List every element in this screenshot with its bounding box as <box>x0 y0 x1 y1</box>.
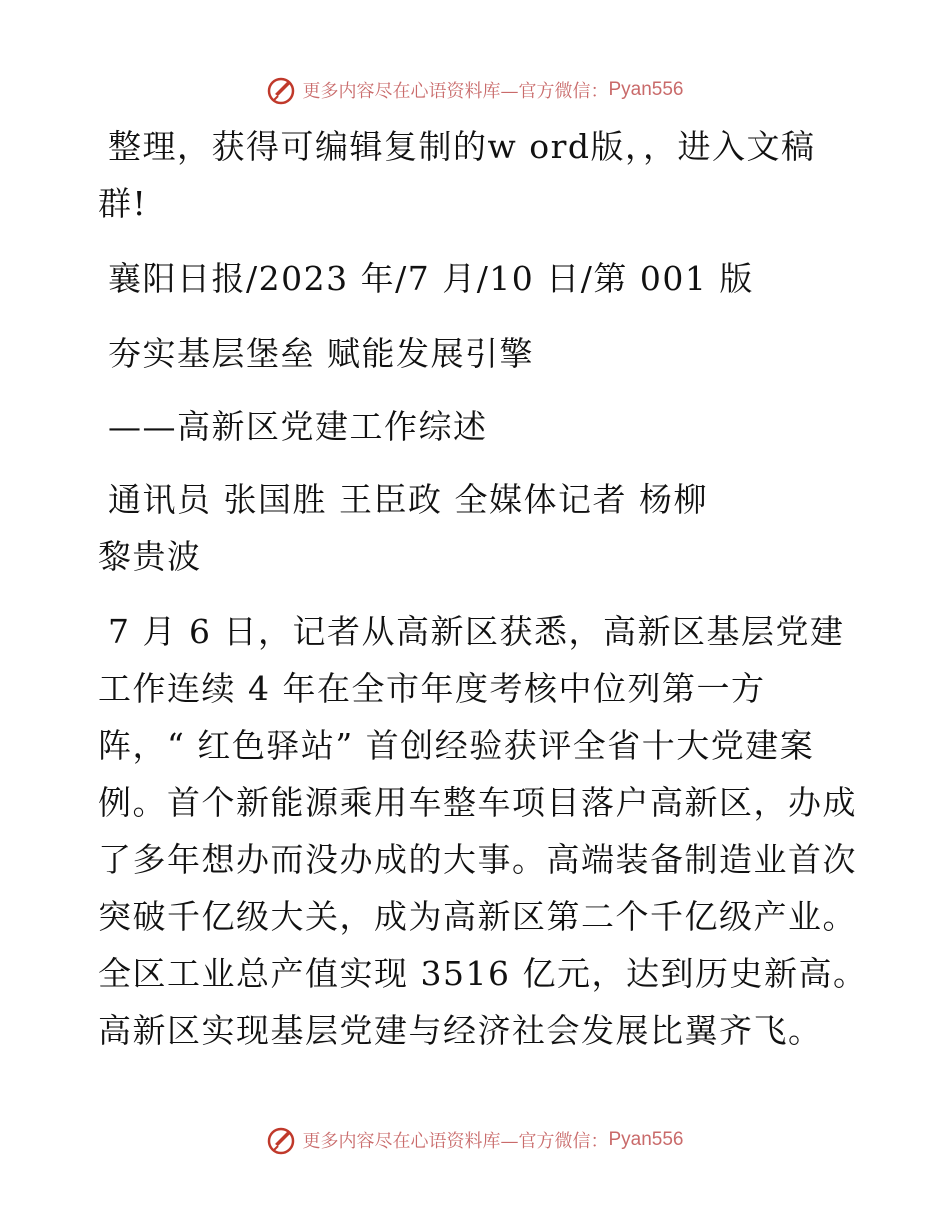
body-line-5: 了多年想办而没办成的大事。高端装备制造业首次 <box>98 840 857 879</box>
body-line-8: 高新区实现基层党建与经济社会发展比翼齐飞。 <box>98 1011 823 1050</box>
article-title: 夯实基层堡垒 赋能发展引擎 <box>108 334 534 373</box>
byline-line-2: 黎贵波 <box>98 537 202 576</box>
intro-line-2: 群! <box>98 184 148 223</box>
watermark-text: 更多内容尽在心语资料库—官方微信： <box>302 1131 609 1152</box>
byline-line-1: 通讯员 张国胜 王臣政 全媒体记者 杨柳 <box>108 480 708 519</box>
body-line-2: 工作连续 4 年在全市年度考核中位列第一方 <box>98 669 766 708</box>
quill-logo-icon <box>266 1124 298 1156</box>
document-body <box>98 118 868 1059</box>
intro-line-1: 整理，获得可编辑复制的w ord版，，进入文稿 <box>108 127 816 166</box>
footer-watermark-banner <box>0 1120 950 1160</box>
body-line-3: 阵，“ 红色驿站” 首创经验获评全省十大党建案 <box>98 726 815 765</box>
header-watermark-banner <box>0 70 950 110</box>
body-line-6: 突破千亿级大关，成为高新区第二个千亿级产业。 <box>98 897 857 936</box>
watermark-wechat-id: Pyan556 <box>608 79 684 100</box>
body-line-1: 7 月 6 日，记者从高新区获悉，高新区基层党建 <box>108 612 845 651</box>
body-line-4: 例。首个新能源乘用车整车项目落户高新区，办成 <box>98 783 857 822</box>
source-line: 襄阳日报/2023 年/7 月/10 日/第 001 版 <box>108 259 754 298</box>
body-line-7: 全区工业总产值实现 3516 亿元，达到历史新高。 <box>98 954 868 993</box>
watermark-wechat-id: Pyan556 <box>608 1129 684 1150</box>
article-subtitle: ——高新区党建工作综述 <box>108 407 488 446</box>
quill-logo-icon <box>266 74 298 106</box>
watermark-text: 更多内容尽在心语资料库—官方微信： <box>302 81 609 102</box>
